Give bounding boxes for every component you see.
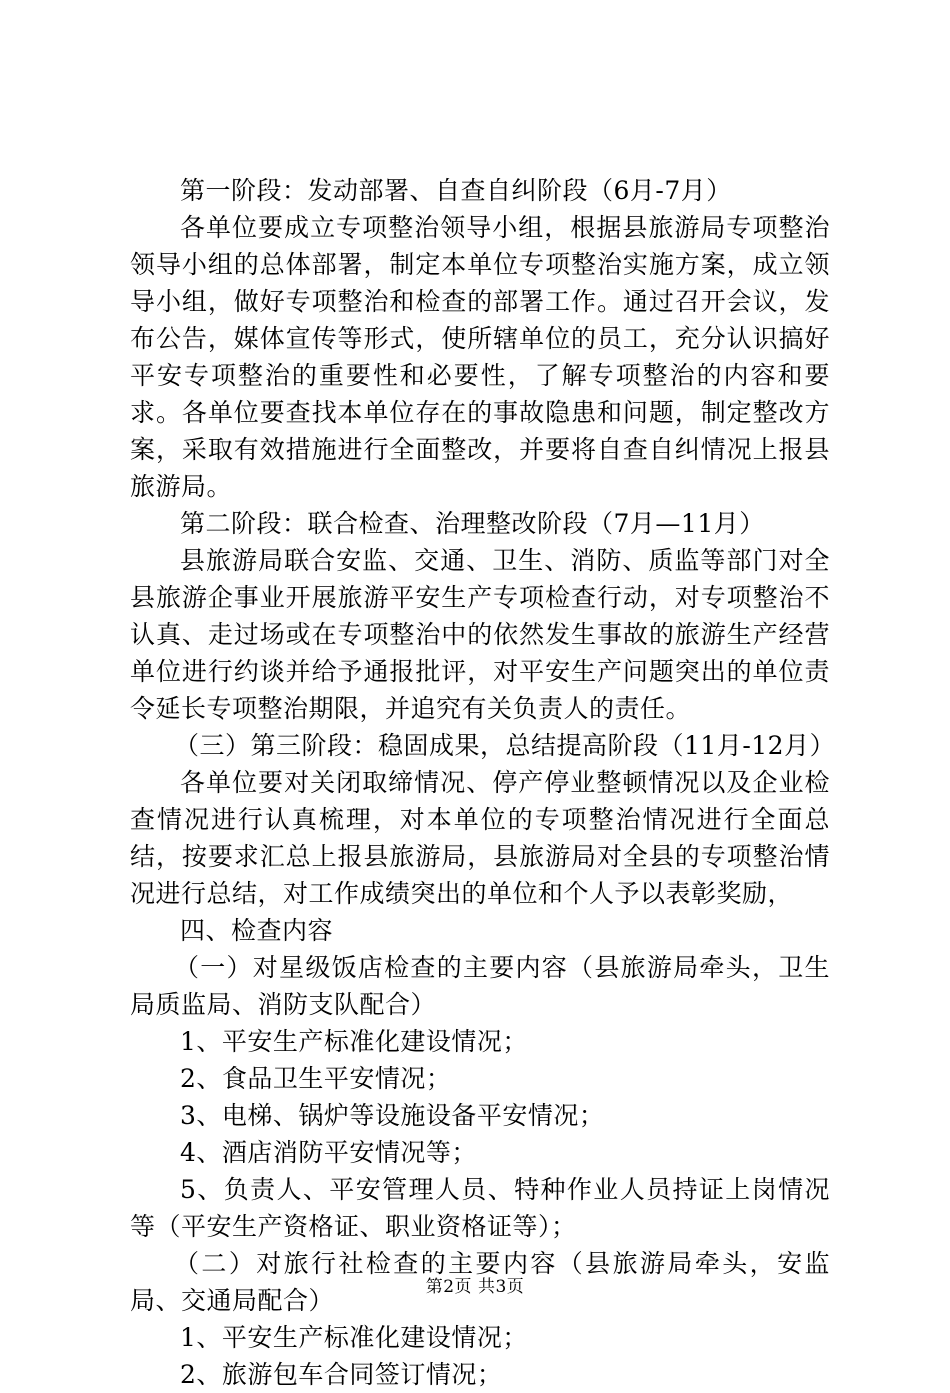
hotel-inspection-heading: （一）对星级饭店检查的主要内容（县旅游局牵头，卫生局质监局、消防支队配合） <box>130 953 830 1019</box>
travel-agency-inspection-heading: （二）对旅行社检查的主要内容（县旅游局牵头，安监局、交通局配合） <box>130 1249 830 1315</box>
page-number-footer: 第2页 共3页 <box>425 1277 525 1297</box>
stage-one-heading: 第一阶段：发动部署、自查自纠阶段（6月-7月） <box>180 176 732 205</box>
hotel-item-2: 2、食品卫生平安情况； <box>180 1064 452 1093</box>
agency-item-1: 1、平安生产标准化建设情况； <box>180 1323 528 1352</box>
hotel-item-5: 5、负责人、平安管理人员、特种作业人员持证上岗情况等（平安生产资格证、职业资格证等）； <box>130 1175 830 1241</box>
agency-item-2: 2、旅游包车合同签订情况； <box>180 1360 503 1389</box>
hotel-item-3: 3、电梯、锅炉等设施设备平安情况； <box>180 1101 605 1130</box>
stage-three-heading: （三）第三阶段：稳固成果，总结提高阶段（11月-12月） <box>174 731 836 760</box>
stage-two-heading: 第二阶段：联合检查、治理整改阶段（7月—11月） <box>180 509 765 538</box>
stage-one-body: 各单位要成立专项整治领导小组，根据县旅游局专项整治领导小组的总体部署，制定本单位专项整治实施方案，成立领导小组，做好专项整治和检查的部署工作。通过召开会议，发布公告，媒体宣传等形式，使所辖单位的员工，充分认识搞好平安专项整治的重要性和必要性，了解专项整治的内容和要求。各单位要查找本单位存在的事故隐患和问题，制定整改方案，采取有效措施进行全面整改，并要将自查自纠情况上报县旅游局。 <box>130 213 830 501</box>
document-body <box>130 172 836 1393</box>
hotel-item-4: 4、酒店消防平安情况等； <box>180 1138 477 1167</box>
hotel-item-1: 1、平安生产标准化建设情况； <box>180 1027 528 1056</box>
stage-three-body: 各单位要对关闭取缔情况、停产停业整顿情况以及企业检查情况进行认真梳理，对本单位的专项整治情况进行全面总结，按要求汇总上报县旅游局，县旅游局对全县的专项整治情况进行总结，对工作成绩突出的单位和个人予以表彰奖励， <box>130 768 830 908</box>
section-four-heading: 四、检查内容 <box>180 916 334 945</box>
stage-two-body: 县旅游局联合安监、交通、卫生、消防、质监等部门对全县旅游企事业开展旅游平安生产专项检查行动，对专项整治不认真、走过场或在专项整治中的依然发生事故的旅游生产经营单位进行约谈并给予通报批评，对平安生产问题突出的单位责令延长专项整治期限，并追究有关负责人的责任。 <box>130 546 830 723</box>
